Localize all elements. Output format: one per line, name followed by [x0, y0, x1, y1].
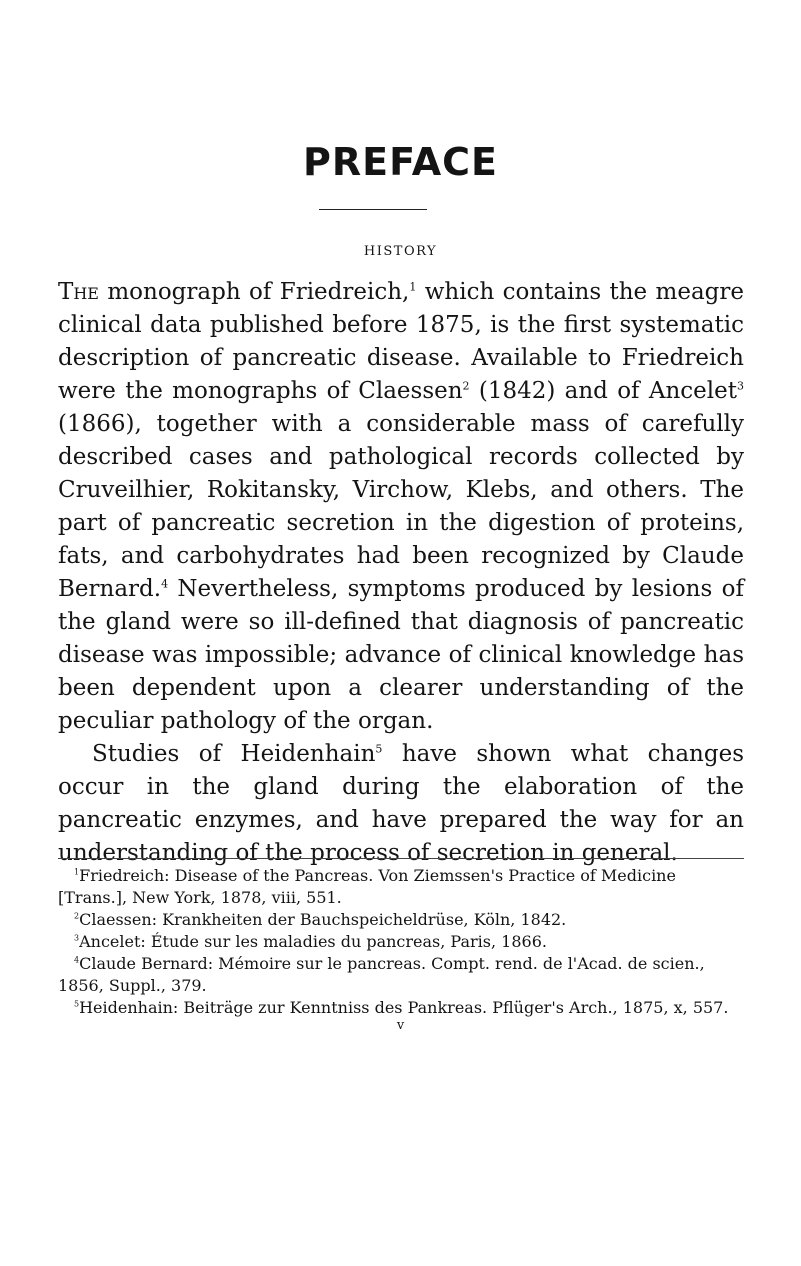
paragraph-1-text-5: Nevertheless, symptoms produced by lesions of the gland were so ill-defined that diagnosis of pancreatic disease was impossible; advance of clinical knowledge has been dependent upon a clearer understanding of the peculiar pathology of the organ.	[58, 576, 744, 734]
section-heading: HISTORY	[363, 244, 438, 259]
paragraph-1-text-1: monograph of Friedreich,	[98, 279, 410, 305]
footnote-number: 1	[74, 867, 80, 877]
paragraph-1	[58, 276, 744, 738]
footnote	[58, 997, 744, 1019]
paragraph-2-text-1: Studies of Heidenhain	[92, 741, 376, 767]
footnote-ref-3: 3	[736, 379, 744, 393]
footnote-number: 5	[74, 999, 80, 1009]
footnote-ref-1: 1	[409, 280, 417, 294]
paragraph-2-text-2: have shown what changes occur in the gland during the elaboration of the pancreatic enzymes, and have prepared the way for an understanding of the process of secretion in general.	[58, 741, 744, 866]
footnote-text: Ancelet: Étude sur les maladies du pancreas, Paris, 1866.	[79, 932, 547, 951]
footnote-number: 4	[74, 955, 80, 965]
footnote-text: Heidenhain: Beiträge zur Kenntniss des Pankreas. Pflüger's Arch., 1875, x, 557.	[79, 998, 729, 1017]
title-divider	[319, 209, 427, 210]
footnote	[58, 931, 744, 953]
footnote-text: Friedreich: Disease of the Pancreas. Von Ziemssen's Practice of Medicine [Trans.], New York, 1878, viii, 551.	[58, 866, 676, 907]
footnote	[58, 909, 744, 931]
footnote-text: Claessen: Krankheiten der Bauchspeicheldrüse, Köln, 1842.	[79, 910, 567, 929]
paragraph-2	[58, 738, 744, 870]
footnote-ref-2: 2	[462, 379, 470, 393]
body-text	[58, 276, 744, 870]
page-title: PREFACE	[303, 140, 498, 184]
footnote-number: 2	[74, 911, 80, 921]
paragraph-1-text-4: (1866), together with a considerable mass of carefully described cases and pathological records collected by Cruveilhier, Rokitansky, Virchow, Klebs, and others. The part of pancreatic secretion in the digestion of proteins, fats, and carbohydrates had been recognized by Claude Bernard.	[58, 411, 744, 602]
paragraph-1-text-3: (1842) and of Ancelet	[469, 378, 737, 404]
footnote-divider	[58, 858, 744, 859]
page-number: v	[396, 1018, 405, 1033]
footnote-text: Claude Bernard: Mémoire sur le pancreas. Compt. rend. de l'Acad. de scien., 1856, Suppl., 379.	[58, 954, 705, 995]
lead-word: The	[58, 279, 99, 305]
footnote-ref-5: 5	[375, 742, 383, 756]
footnote	[58, 953, 744, 997]
footnote	[58, 865, 744, 909]
footnote-number: 3	[74, 933, 80, 943]
footnotes	[58, 865, 744, 1019]
paragraph-1-text-2: which contains the meagre clinical data published before 1875, is the first systematic description of pancreatic disease. Available to Friedreich were the monographs of Claessen	[58, 279, 744, 404]
footnote-ref-4: 4	[161, 577, 169, 591]
